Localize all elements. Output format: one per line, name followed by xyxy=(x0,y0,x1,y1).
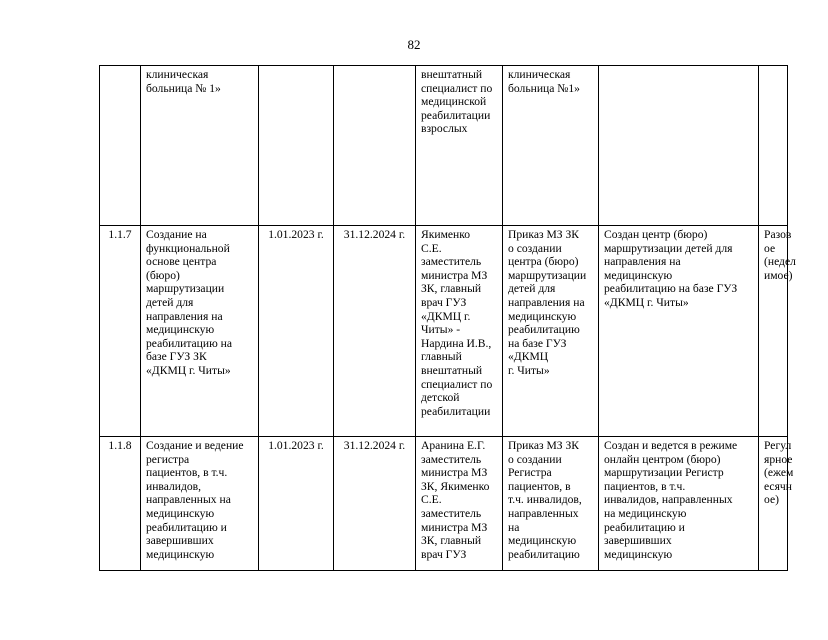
cell-text-line: медицинскую xyxy=(146,323,215,337)
cell-text-line: завершивших xyxy=(146,534,214,548)
cell-text: 1.01.2023 г. xyxy=(268,228,324,241)
cell-text-line: Нардина И.В., xyxy=(421,336,492,350)
cell-text-line: заместитель xyxy=(421,506,482,520)
responsible-cell xyxy=(416,66,503,226)
cell-text-line: маршрутизации xyxy=(146,282,225,296)
cell-text-line: базе ГУЗ ЗК xyxy=(146,350,207,364)
cell-text-line: Аранина Е.Г. xyxy=(421,439,486,452)
cell-text-line: пациентов, в т.ч. xyxy=(604,479,686,493)
cell-text-line: на xyxy=(508,520,520,534)
cell-text-line: детей для xyxy=(508,282,556,296)
cell-text-line: реабилитации xyxy=(421,108,491,122)
cell-text-line: больница №1» xyxy=(508,81,580,95)
cell-text-line: заместитель xyxy=(421,255,482,269)
cell-text: 1.1.7 xyxy=(108,228,132,241)
plan-table xyxy=(99,65,796,571)
end-date-cell xyxy=(334,66,416,226)
cell-text-line: направленных xyxy=(508,506,579,520)
cell-text-line: т.ч. инвалидов, xyxy=(508,493,582,507)
cell-text-line: реабилитацию на базе ГУЗ xyxy=(604,282,738,296)
cell-text-line: (недел xyxy=(764,255,796,269)
cell-text-line: внештатный xyxy=(421,363,483,377)
cell-text-line: реабилитацию xyxy=(508,323,580,337)
cell-text-line: на базе ГУЗ xyxy=(508,336,567,350)
table-row xyxy=(100,437,788,571)
cell-text-line: взрослых xyxy=(421,122,468,136)
start-date-cell xyxy=(259,66,334,226)
activity-title-cell xyxy=(141,226,259,437)
cell-text-line: медицинскую xyxy=(508,309,577,323)
cell-text-line: Читы» - xyxy=(421,323,461,337)
cell-text-line: пациентов, в т.ч. xyxy=(146,466,228,480)
cell-text-line: маршрутизации xyxy=(508,268,587,282)
cell-text-line: заместитель xyxy=(421,452,482,466)
cell-text-line: Создание и ведение xyxy=(146,439,244,452)
cell-text-line: г. Читы» xyxy=(508,363,550,377)
cell-text: 31.12.2024 г. xyxy=(343,439,406,452)
cell-text-line: медицинскую xyxy=(604,547,673,561)
result-cell xyxy=(599,437,759,571)
cell-text-line: медицинскую xyxy=(146,547,215,561)
activity-title-cell xyxy=(141,66,259,226)
cell-text-line: врач ГУЗ xyxy=(421,547,467,561)
cell-text: 1.1.8 xyxy=(108,439,132,452)
start-date-cell xyxy=(259,437,334,571)
cell-text-line: С.Е. xyxy=(421,241,442,255)
cell-text-line: Создан центр (бюро) xyxy=(604,228,708,241)
cell-text-line: Якименко xyxy=(421,228,471,241)
cell-text-line: основе центра xyxy=(146,255,217,269)
start-date-cell xyxy=(259,226,334,437)
cell-text-line: функциональной xyxy=(146,241,230,255)
cell-text-line: о создании xyxy=(508,241,562,255)
cell-text-line: детской xyxy=(421,391,460,405)
cell-text-line: медицинскую xyxy=(508,534,577,548)
cell-text-line: ярное xyxy=(764,452,793,466)
cell-text-line: клиническая xyxy=(508,68,571,81)
cell-text-line: главный xyxy=(421,350,462,364)
row-number-cell xyxy=(100,66,141,226)
cell-text-line: «ДКМЦ г. xyxy=(421,309,471,323)
cell-text-line: специалист по xyxy=(421,377,493,391)
cell-text: 1.01.2023 г. xyxy=(268,439,324,452)
cell-text-line: медицинскую xyxy=(604,268,673,282)
document-cell xyxy=(503,437,599,571)
cell-text-line: пациентов, в xyxy=(508,479,571,493)
cell-text-line: реабилитацию на xyxy=(146,336,232,350)
cell-text-line: медицинской xyxy=(421,95,487,109)
responsible-cell xyxy=(416,437,503,571)
row-number-cell xyxy=(100,226,141,437)
row-number-cell xyxy=(100,437,141,571)
cell-text-line: специалист по xyxy=(421,81,493,95)
cell-text-line: министра МЗ xyxy=(421,466,488,480)
cell-text-line: Приказ МЗ ЗК xyxy=(508,228,580,241)
cell-text-line: реабилитацию xyxy=(508,547,580,561)
cell-text-line: направления на xyxy=(508,295,585,309)
page-number: 82 xyxy=(407,37,421,52)
cell-text-line: Создан и ведется в режиме xyxy=(604,439,738,452)
cell-text-line: направления на xyxy=(604,255,681,269)
cell-text-line: реабилитации xyxy=(421,404,491,418)
cell-text-line: имое) xyxy=(764,268,793,282)
cell-text: 31.12.2024 г. xyxy=(343,228,406,241)
cell-text-line: «ДКМЦ xyxy=(508,350,549,364)
result-cell xyxy=(599,226,759,437)
cell-text-line: клиническая xyxy=(146,68,209,81)
cell-text-line: реабилитацию и xyxy=(604,520,685,534)
frequency-cell xyxy=(759,437,794,571)
cell-text-line: онлайн центром (бюро) xyxy=(604,452,721,466)
cell-text-line: на медицинскую xyxy=(604,506,687,520)
cell-text-line: направления на xyxy=(146,309,223,323)
cell-text-line: министра МЗ xyxy=(421,520,488,534)
cell-text-line: ЗК, Якименко xyxy=(421,479,490,493)
cell-text-line: Создание на xyxy=(146,228,207,241)
cell-text-line: Разов xyxy=(764,228,792,241)
cell-text-line: направленных на xyxy=(146,493,231,507)
cell-text-line: ое xyxy=(764,241,776,255)
document-cell xyxy=(503,226,599,437)
cell-text-line: внештатный xyxy=(421,68,483,81)
end-date-cell xyxy=(334,226,416,437)
frequency-cell xyxy=(759,66,788,226)
cell-text-line: инвалидов, направленных xyxy=(604,493,733,507)
cell-text-line: ое) xyxy=(764,493,779,507)
cell-text-line: маршрутизации детей для xyxy=(604,241,733,255)
cell-text-line: министра МЗ xyxy=(421,268,488,282)
table-row xyxy=(100,66,788,226)
result-cell xyxy=(599,66,759,226)
cell-text-line: ЗК, главный xyxy=(421,534,482,548)
cell-text-line: Приказ МЗ ЗК xyxy=(508,439,580,452)
responsible-cell xyxy=(416,226,503,437)
cell-text-line: (ежем xyxy=(764,466,794,480)
frequency-cell xyxy=(759,226,796,437)
cell-text-line: завершивших xyxy=(604,534,672,548)
cell-text-line: центра (бюро) xyxy=(508,255,579,269)
cell-text-line: (бюро) xyxy=(146,268,180,282)
cell-text-line: Регул xyxy=(764,439,792,452)
cell-text-line: «ДКМЦ г. Читы» xyxy=(604,295,689,309)
cell-text-line: инвалидов, xyxy=(146,479,202,493)
table-row xyxy=(100,226,788,437)
cell-text-line: реабилитацию и xyxy=(146,520,227,534)
cell-text-line: ЗК, главный xyxy=(421,282,482,296)
cell-text-line: маршрутизации Регистр xyxy=(604,466,724,480)
cell-text-line: о создании xyxy=(508,452,562,466)
cell-text-line: медицинскую xyxy=(146,506,215,520)
cell-text-line: С.Е. xyxy=(421,493,442,507)
cell-text-line: регистра xyxy=(146,452,190,466)
document-cell xyxy=(503,66,599,226)
activity-title-cell xyxy=(141,437,259,571)
cell-text-line: «ДКМЦ г. Читы» xyxy=(146,363,231,377)
cell-text-line: врач ГУЗ xyxy=(421,295,467,309)
cell-text-line: Регистра xyxy=(508,466,552,480)
cell-text-line: есячн xyxy=(764,479,792,493)
end-date-cell xyxy=(334,437,416,571)
cell-text-line: детей для xyxy=(146,295,194,309)
cell-text-line: больница № 1» xyxy=(146,81,221,95)
